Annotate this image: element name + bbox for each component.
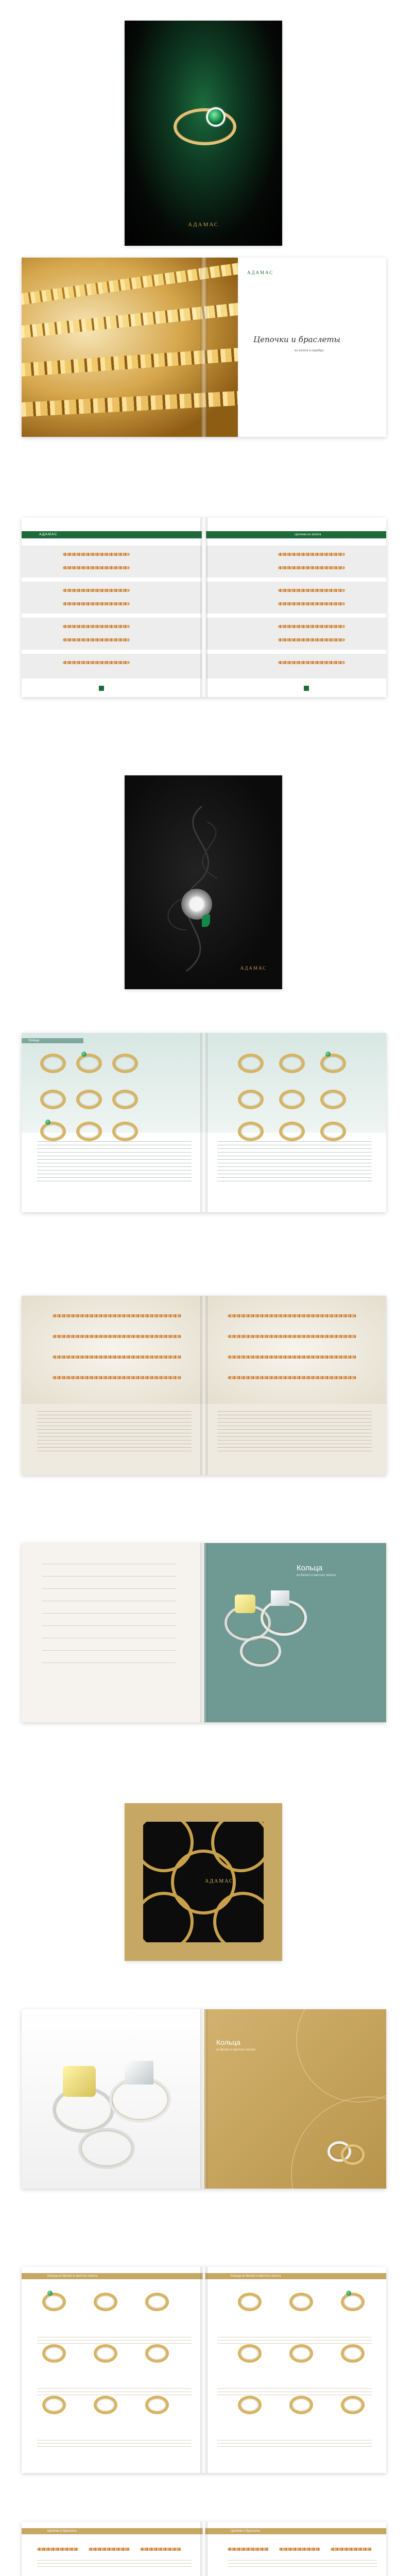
- chain-sample: [53, 1376, 181, 1379]
- emerald-stone: [208, 109, 223, 125]
- chain-sample: [278, 553, 345, 556]
- header-left-title: Кольца: [29, 1039, 40, 1042]
- left-page: [22, 1543, 204, 1722]
- wedding-band: [341, 2144, 365, 2165]
- ring-item: [320, 1122, 346, 1141]
- cover-black-ring: [125, 21, 282, 246]
- chain-sample: [63, 566, 130, 569]
- header-right-title: Кольца из белого и желтого золота: [231, 2275, 281, 2278]
- chain-area-right: [204, 1296, 386, 1404]
- ring-item: [341, 2293, 365, 2311]
- swirl-ornament: [125, 775, 282, 989]
- title-page: [238, 258, 386, 437]
- chain-area-left: [22, 1296, 204, 1404]
- ring-item: [320, 1090, 346, 1109]
- chain-sample: [63, 638, 130, 641]
- chain-sample: [89, 2548, 130, 2551]
- ring-item: [279, 1090, 305, 1109]
- gold-page: [204, 2009, 386, 2189]
- spine: [200, 1543, 208, 1722]
- spine: [200, 2267, 208, 2473]
- ring-item: [94, 2293, 117, 2311]
- spec-lines-right: [228, 2554, 377, 2576]
- cover8-brand: АДАМАС: [205, 1878, 234, 1884]
- chain-sample: [63, 553, 130, 556]
- header-right-title: Цепочки и браслеты: [231, 2530, 260, 2533]
- emerald-icon: [325, 1052, 331, 1057]
- ring-item: [40, 1090, 66, 1109]
- chain-sample: [140, 2548, 181, 2551]
- ring-item: [238, 1090, 264, 1109]
- row-block: [206, 546, 386, 578]
- chain-sample: [53, 1355, 181, 1359]
- spread-rings-intro-teal: [22, 1543, 386, 1722]
- chain-sample: [279, 2548, 320, 2551]
- spec-lines-left: [37, 1411, 192, 1452]
- ring-item: [76, 1054, 102, 1073]
- chain-sample: [63, 661, 130, 664]
- spread-rings-gold: [22, 2009, 386, 2189]
- diamond-ring: [78, 2128, 135, 2169]
- spread-rings-catalog: [22, 2267, 386, 2473]
- chain-sample: [278, 566, 345, 569]
- header-brand: АДАМАС: [39, 533, 58, 536]
- chain-sample: [278, 602, 345, 605]
- row-block: [206, 582, 386, 614]
- ring-item: [238, 2293, 262, 2311]
- ring-item: [279, 1122, 305, 1141]
- ring-lattice-ornament: [143, 1822, 264, 1942]
- emerald-icon: [81, 1052, 87, 1057]
- spine: [200, 2522, 208, 2576]
- chain-sample: [53, 1335, 181, 1338]
- spine: [200, 518, 208, 697]
- chain-sample: [63, 602, 130, 605]
- header-left-title: Кольца из белого и желтого золота: [47, 2275, 98, 2278]
- ring-item: [289, 2293, 313, 2311]
- row-block: [206, 654, 386, 679]
- spread-rings-grid: [22, 1033, 386, 1212]
- leaf-gem: [202, 914, 210, 927]
- row-block: [206, 618, 386, 650]
- ring-item: [42, 2293, 66, 2311]
- chain-sample: [278, 661, 345, 664]
- spine: [200, 1033, 208, 1212]
- ring-item: [112, 1090, 138, 1109]
- emerald-icon: [346, 2291, 351, 2296]
- right-page: [204, 1543, 386, 1722]
- spec-lines-left: [37, 2311, 192, 2461]
- ring-item: [40, 1122, 66, 1141]
- header-right-title: Цепочки из золота: [295, 533, 321, 536]
- spread2-brand: АДАМАС: [247, 270, 274, 275]
- spread9-title: Кольца: [216, 2038, 240, 2046]
- row-block: [22, 618, 202, 650]
- emerald-cut-stone: [271, 1590, 289, 1606]
- cushion-stone: [63, 2066, 96, 2097]
- cover4-brand: АДАМАС: [240, 965, 267, 971]
- diamond-stone: [235, 1595, 255, 1613]
- chain-sample: [228, 1314, 356, 1317]
- catalog-rows-left: [22, 541, 202, 681]
- spec-lines-right: [217, 1141, 372, 1182]
- spine: [200, 1296, 208, 1475]
- page-number-right: [304, 686, 309, 691]
- ring-image: [174, 108, 236, 145]
- spec-lines-left: [37, 1141, 192, 1182]
- spec-lines-right: [217, 2311, 372, 2461]
- spread-chains-intro: [22, 258, 386, 437]
- catalog-rows-right: [206, 541, 386, 681]
- ring-item: [320, 1054, 346, 1073]
- chain-sample: [278, 589, 345, 592]
- spread-chain-catalog: [22, 518, 386, 697]
- diamond-ring: [240, 1636, 281, 1667]
- spec-lines-right: [217, 1411, 372, 1452]
- chain-sample: [228, 1335, 356, 1338]
- spread2-script-title: Цепочки и браслеты: [253, 335, 340, 344]
- ring-item: [76, 1122, 102, 1141]
- ring-item: [145, 2293, 169, 2311]
- emerald-icon: [45, 1120, 50, 1125]
- header-left-title: Цепочки и браслеты: [47, 2530, 77, 2533]
- spread-chains-beige: [22, 1296, 386, 1475]
- chain-sample: [278, 638, 345, 641]
- spread-chains-catalog-gold: [22, 2522, 386, 2576]
- spine: [200, 258, 208, 437]
- emerald-icon: [47, 2291, 53, 2296]
- row-block: [22, 546, 202, 578]
- ring-item: [238, 1122, 264, 1141]
- spread2-subtitle: из золота и серебра: [295, 349, 324, 352]
- chain-sample: [228, 2548, 269, 2551]
- chain-sample: [331, 2548, 372, 2551]
- ring-item: [112, 1054, 138, 1073]
- spread7-subtitle: из белого и желтого золота: [297, 1574, 336, 1577]
- chain-sample: [228, 1355, 356, 1359]
- chain-sample: [228, 1376, 356, 1379]
- spec-lines-left: [37, 2554, 192, 2576]
- ring-item: [112, 1122, 138, 1141]
- ring-item: [238, 1054, 264, 1073]
- spread7-title: Кольца: [297, 1564, 323, 1572]
- ring-item: [40, 1054, 66, 1073]
- page-number-left: [99, 686, 104, 691]
- row-block: [22, 582, 202, 614]
- ring-item: [279, 1054, 305, 1073]
- chain-sample: [278, 625, 345, 628]
- emerald-cut-stone: [125, 2061, 153, 2084]
- cover-black-rose: [125, 775, 282, 989]
- left-photo: [22, 2009, 204, 2189]
- chain-sample: [63, 589, 130, 592]
- cover-gold-lattice: [125, 1803, 282, 1961]
- spine: [200, 2009, 208, 2189]
- spread9-subtitle: из белого и желтого золота: [216, 2048, 255, 2052]
- chain-sample: [63, 625, 130, 628]
- lattice-panel: [143, 1822, 264, 1942]
- chain-sample: [53, 1314, 181, 1317]
- ring-item: [76, 1090, 102, 1109]
- row-block: [22, 654, 202, 679]
- cover-brand: АДАМАС: [188, 222, 219, 228]
- chain-sample: [37, 2548, 78, 2551]
- spec-lines: [42, 1564, 176, 1667]
